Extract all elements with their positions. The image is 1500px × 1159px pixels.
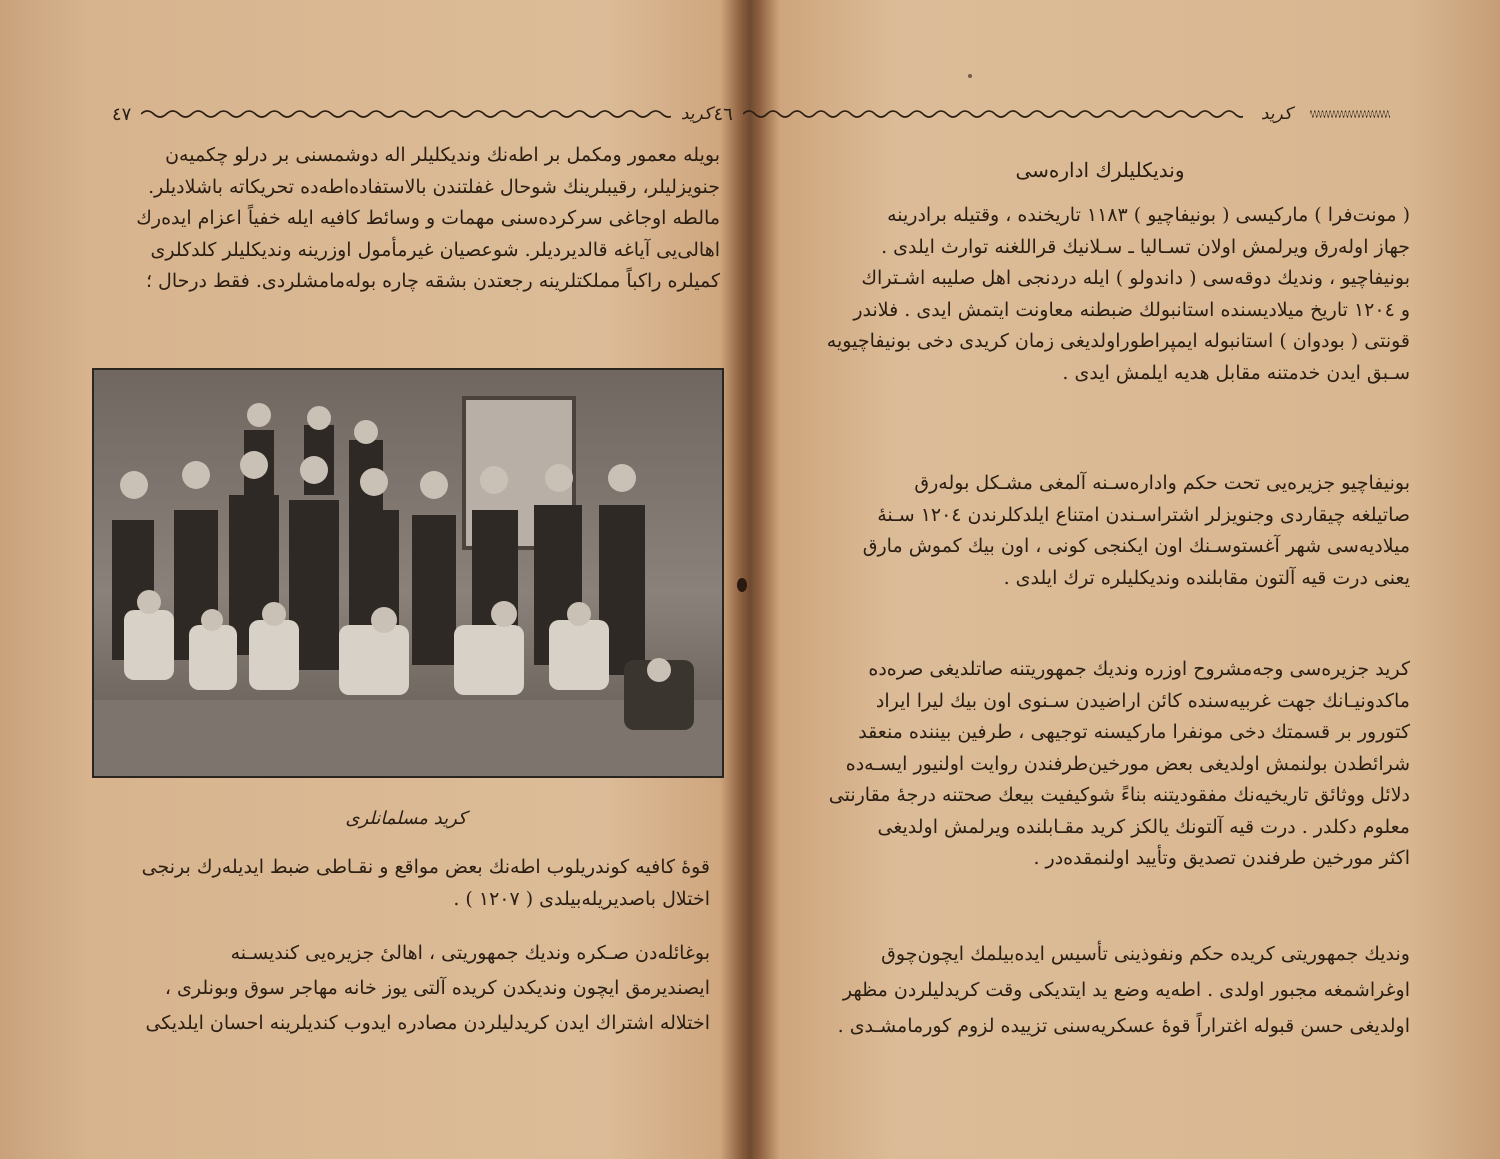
- left-page: [0, 0, 740, 1159]
- text-line: شرائطدن بولنمش اولدیغی بعض مورخین‌طرفندن روایت اولنیور ایسـه‌ده: [845, 752, 1410, 775]
- text-line: ( مونت‌فرا ) مارکیسی ( بونیفاچیو ) ١١٨٣ تاریخنده ، وقتیله برادرینه: [887, 204, 1410, 226]
- text-line: ماکدونیـانك جهت غربیه‌سنده کائن اراضیدن سـنوی اون بیك لیرا ایراد: [875, 689, 1410, 712]
- text-line: اختلاله اشتراك ایدن کریدلیلردن مصادره ایدوب کندیلرینه احسان ایلدیكی: [145, 1012, 710, 1034]
- text-line: بونیفاچیو جزیره‌یی تحت حکم واداره‌سـنه آلمغی مشـکل بوله‌رق: [914, 472, 1410, 494]
- text-line: صاتیلغه چیقاردی وجنویزلر اشتراسـندن امتناع ایلدکلرندن ١٢٠٤ سـنهٔ: [877, 503, 1410, 526]
- text-line: کمیلره راکباً مملکتلرینه رجعتدن بشقه چاره بوله‌مامشلردی. فقط درحال ؛: [145, 270, 720, 292]
- text-line: ایصندیرمق ایچون وندیكدن کریده آلتی یوز خانه مهاجر سوق وبونلری ،: [164, 977, 710, 999]
- text-line: کتورور بر قسمتك دخی مونفرا مارکیسنه توجیهی ، طرفین بیننده منعقد: [858, 721, 1410, 743]
- right-page-header: [713, 96, 1400, 132]
- text-line: معلوم دکلدر . درت قیه آلتونك یالکز کرید مقـابلنده ویرلمش اولدیغی: [877, 815, 1410, 838]
- left-text-bottom-1: [100, 852, 710, 915]
- photograph-illustration: [94, 370, 722, 776]
- text-line: بونیفاچیو ، وندیك دوقه‌سی ( داندولو ) ایله دردنجی اهل صلیبه اشـتراك: [861, 267, 1410, 289]
- text-line: میلادیه‌سی شهر آغستوسـنك اون ایکنجی کونی ، اون بیك کموش مارق: [862, 535, 1410, 557]
- text-line: مالطه اوجاغی سرکرده‌سنی مهمات و وسائط کافیه ایله خفیاً اعزام ایده‌رك: [136, 207, 720, 229]
- running-title: کرید: [680, 104, 712, 124]
- right-page: [713, 0, 1500, 1159]
- text-line: جنویزلیلر، رقیبلرینك شوحال غفلتندن بالاستفاده‌اطه‌ده تحریكاته باشلادیلر.: [148, 175, 720, 198]
- text-line: اختلال باصدیریله‌بیلدی ( ١٢٠٧ ) .: [453, 887, 710, 910]
- text-line: بوغائله‌دن صـكره وندیك جمهوریتی ، اهالیٔ جزیره‌یی کندیسـنه: [230, 942, 710, 964]
- wavy-rule: [743, 108, 1243, 120]
- left-page-header: [112, 96, 712, 132]
- ink-speck: [968, 74, 972, 78]
- page-number: ٤٦: [713, 103, 733, 125]
- wavy-rule: [1310, 108, 1390, 120]
- text-line: اوغراشمغه مجبور اولدی . اطه‌یه وضع ید ایتدیکی وقت کریدلیلردن مظهر: [842, 979, 1410, 1001]
- text-line: یعنی درت قیه آلتون مقابلنده وندیكلیلره ترك ایلدی .: [1003, 566, 1410, 589]
- left-text-top: [108, 140, 720, 298]
- left-text-bottom-2: [100, 936, 710, 1041]
- text-line: اکثر مورخین طرفندن تصدیق وتأیید اولنمقده‌در .: [1033, 847, 1410, 869]
- text-line: قوهٔ کافیه کوندریلوب اطه‌نك بعض مواقع و نقـاطی ضبط ایدیله‌رك برنجی: [141, 856, 710, 878]
- text-line: جهاز اوله‌رق ویرلمش اولان تسـالیا ـ سـلانیك قراللغنه توارث ایلدی .: [881, 235, 1410, 258]
- right-paragraph-1: [790, 200, 1410, 389]
- photo-caption: کرید مسلمانلری: [345, 808, 467, 829]
- right-paragraph-2: [790, 468, 1410, 594]
- text-line: قونتی ( بودوان ) استانبوله ایمپراطوراولدیغی زمان کریدی دخی بونیفاچیویه: [826, 330, 1410, 352]
- text-line: اهالی‌یی آیاغه قالدیردیلر. شوعصیان غیرمأمول اوزرینه وندیكلیلر کلدکلری: [150, 238, 720, 261]
- text-line: اولدیغی حسن قبوله اغتراراً قوهٔ عسکریه‌سنی تزییده لزوم کورمامشـدی .: [837, 1015, 1410, 1037]
- running-title: کرید: [1260, 104, 1292, 124]
- text-line: سـبق ایدن خدمتنه مقابل هدیه ایلمش ایدی .: [1062, 361, 1410, 384]
- right-paragraph-3: [790, 654, 1410, 875]
- text-line: وندیك جمهوریتی کریده حکم ونفوذینی تأسیس ایده‌بیلمك ایچون‌چوق: [881, 943, 1410, 965]
- group-photograph: [92, 368, 724, 778]
- text-line: دلائل ووثائق تاریخیه‌نك مفقودیتنه بناءً شوکیفیت بیعك صحتنه درجهٔ مقارنتی: [828, 784, 1410, 806]
- text-line: کرید جزیره‌سی وجه‌مشروح اوزره وندیك جمهوریتنه صاتلدیغی صره‌ده: [868, 658, 1410, 680]
- ink-spot: [737, 578, 747, 592]
- section-heading: وندیكلیلرك اداره‌سی: [1015, 158, 1185, 182]
- text-line: و ١٢٠٤ تاریخ میلادیسنده استانبولك ضبطنه معاونت ایتمش ایدی . فلاندر: [853, 298, 1410, 321]
- text-line: بویله معمور ومکمل بر اطه‌نك وندیكلیلر اله دوشمسنی بر درلو چكمیه‌ن: [165, 144, 720, 166]
- right-paragraph-4: [790, 936, 1410, 1044]
- page-number: ٤٧: [112, 103, 132, 125]
- header-rule-wrap: [733, 104, 1400, 124]
- wavy-rule: [141, 108, 671, 120]
